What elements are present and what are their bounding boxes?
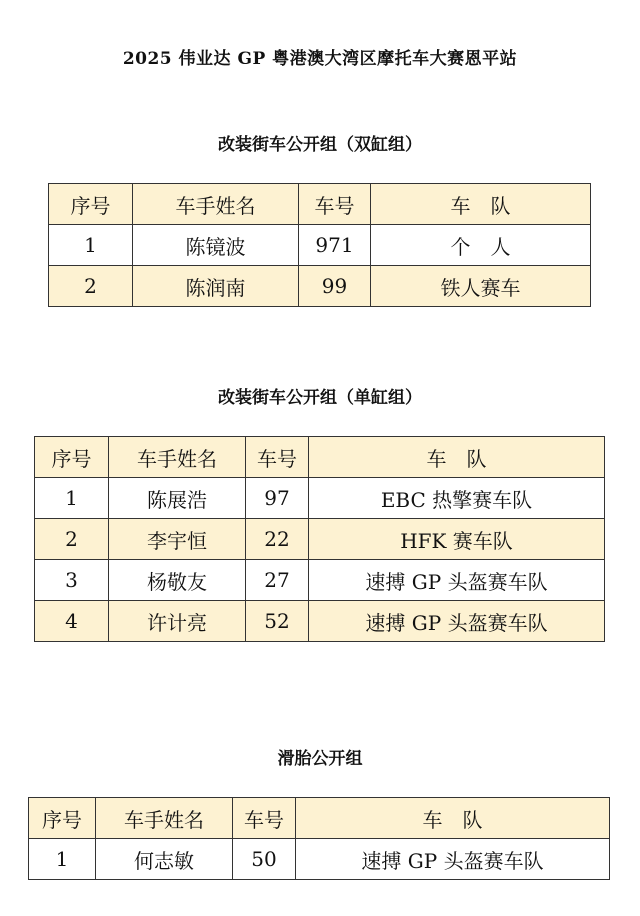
table-row [35,560,605,601]
cell-index: 1 [49,225,133,266]
table-row [29,839,610,880]
table-header-row [29,798,610,839]
cell-index: 2 [35,519,109,560]
header-bike-number: 车号 [233,798,296,839]
cell-team: 速搏 GP 头盔赛车队 [309,560,605,601]
header-bike-number: 车号 [299,184,371,225]
cell-bike-number: 97 [246,478,309,519]
section-title-twin-cylinder: 改装街车公开组（双缸组） [218,135,422,155]
table-row [49,225,591,266]
cell-team: 速搏 GP 头盔赛车队 [296,839,610,880]
cell-team: 速搏 GP 头盔赛车队 [309,601,605,642]
header-rider-name: 车手姓名 [96,798,233,839]
header-team: 车 队 [309,437,605,478]
cell-index: 4 [35,601,109,642]
cell-bike-number: 971 [299,225,371,266]
table-row [35,478,605,519]
cell-rider-name: 杨敬友 [109,560,246,601]
header-team: 车 队 [371,184,591,225]
cell-rider-name: 李宇恒 [109,519,246,560]
section-title-single-cylinder: 改装街车公开组（单缸组） [218,388,422,408]
table-header-row [49,184,591,225]
cell-rider-name: 许计亮 [109,601,246,642]
cell-index: 1 [35,478,109,519]
table-drift [28,797,610,880]
header-bike-number: 车号 [246,437,309,478]
table-twin-cylinder [48,183,591,307]
section-title-drift: 滑胎公开组 [277,749,363,769]
header-team: 车 队 [296,798,610,839]
header-index: 序号 [29,798,96,839]
cell-team: EBC 热擎赛车队 [309,478,605,519]
cell-bike-number: 99 [299,266,371,307]
table-row [35,519,605,560]
table-header-row [35,437,605,478]
header-rider-name: 车手姓名 [109,437,246,478]
cell-rider-name: 何志敏 [96,839,233,880]
cell-rider-name: 陈展浩 [109,478,246,519]
cell-bike-number: 50 [233,839,296,880]
cell-index: 2 [49,266,133,307]
cell-team: 个 人 [371,225,591,266]
table-row [49,266,591,307]
cell-index: 1 [29,839,96,880]
header-index: 序号 [49,184,133,225]
cell-team: HFK 赛车队 [309,519,605,560]
header-index: 序号 [35,437,109,478]
table-single-cylinder [34,436,605,642]
document-title: 2025 伟业达 GP 粤港澳大湾区摩托车大赛恩平站 [122,49,518,69]
cell-rider-name: 陈润南 [133,266,299,307]
cell-bike-number: 27 [246,560,309,601]
table-row [35,601,605,642]
header-rider-name: 车手姓名 [133,184,299,225]
cell-bike-number: 22 [246,519,309,560]
cell-bike-number: 52 [246,601,309,642]
cell-rider-name: 陈镜波 [133,225,299,266]
cell-team: 铁人赛车 [371,266,591,307]
cell-index: 3 [35,560,109,601]
